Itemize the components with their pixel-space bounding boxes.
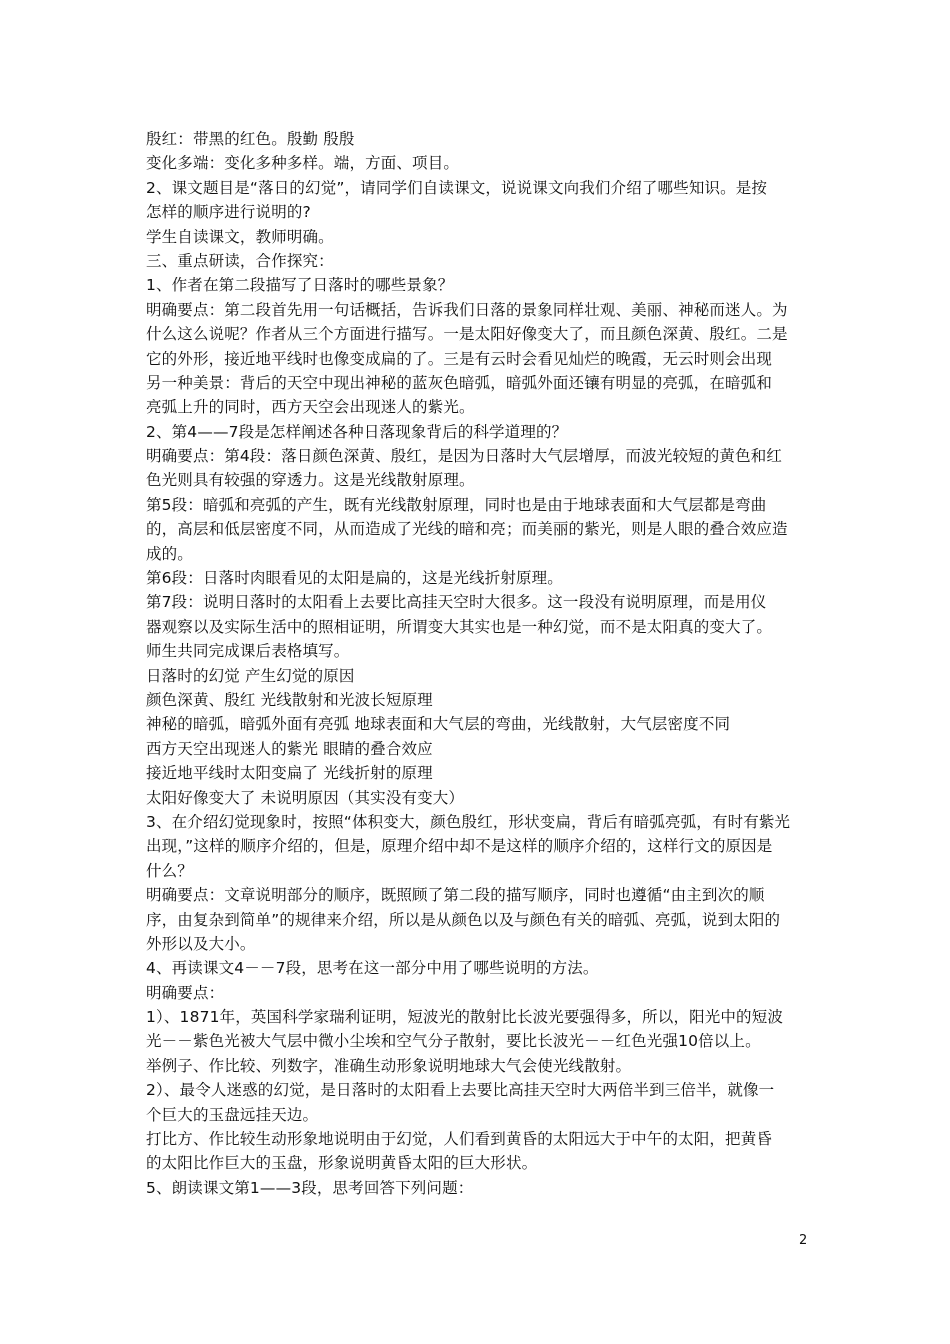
text-line: 举例子、作比较、列数字，准确生动形象说明地球大气会使光线散射。 (146, 1056, 632, 1075)
text-line: 的，高层和低层密度不同，从而造成了光线的暗和亮；而美丽的紫光，则是人眼的叠合效应造 (146, 520, 788, 539)
table-row: 神秘的暗弧，暗弧外面有亮弧 地球表面和大气层的弯曲，光线散射，大气层密度不同 (146, 715, 731, 734)
text-line: 2、课文题目是“落日的幻觉”，请同学们自读课文，说说课文向我们介绍了哪些知识。是按 (146, 178, 768, 197)
text-line: 1）、1871年，英国科学家瑞利证明，短波光的散射比长波光要强得多，所以，阳光中的短波 (146, 1008, 784, 1027)
text-line: 亮弧上升的同时，西方天空会出现迷人的紫光。 (146, 398, 475, 417)
question-line: 5、朗读课文第1——3段，思考回答下列问题： (146, 1178, 474, 1197)
text-line: 打比方、作比较生动形象地说明由于幻觉，人们看到黄昏的太阳远大于中午的太阳，把黄昏 (146, 1130, 773, 1149)
text-line: 光－－紫色光被大气层中微小尘埃和空气分子散射，要比长波光－－红色光强10倍以上。 (146, 1032, 761, 1051)
table-row: 颜色深黄、殷红 光线散射和光波长短原理 (146, 690, 433, 709)
text-line: 第7段：说明日落时的太阳看上去要比高挂天空时大很多。这一段没有说明原理，而是用仪 (146, 593, 767, 612)
table-row: 西方天空出现迷人的紫光 眼睛的叠合效应 (146, 739, 433, 758)
text-line: 第5段：暗弧和亮弧的产生，既有光线散射原理，同时也是由于地球表面和大气层都是弯曲 (146, 495, 767, 514)
text-line: 怎样的顺序进行说明的? (146, 203, 311, 222)
section-heading: 三、重点研读，合作探究： (146, 251, 334, 270)
text-line: 殷红：带黑的红色。殷勤 殷殷 (146, 130, 355, 148)
text-line: 师生共同完成课后表格填写。 (146, 642, 350, 661)
question-line: 3、在介绍幻觉现象时，按照“体积变大，颜色殷红，形状变扁，背后有暗弧亮弧，有时有紫光 (146, 812, 791, 831)
text-line: 什么这么说呢？作者从三个方面进行描写。一是太阳好像变大了，而且颜色深黄、殷红。二是 (146, 325, 788, 344)
document-body (146, 127, 821, 1200)
question-line: 4、再读课文4－－7段，思考在这一部分中用了哪些说明的方法。 (146, 959, 599, 978)
text-line: 的太阳比作巨大的玉盘，形象说明黄昏太阳的巨大形状。 (146, 1154, 538, 1173)
text-line: 成的。 (146, 544, 193, 563)
text-line: 明确要点： (146, 983, 225, 1002)
text-line: 明确要点：文章说明部分的顺序，既照顾了第二段的描写顺序，同时也遵循“由主到次的顺 (146, 886, 765, 905)
text-line: 变化多端：变化多种多样。端，方面、项目。 (146, 154, 460, 173)
text-line: 学生自读课文，教师明确。 (146, 227, 334, 246)
text-line: 个巨大的玉盘远挂天边。 (146, 1105, 319, 1124)
text-line: 外形以及大小。 (146, 934, 256, 953)
text-line: 第6段：日落时肉眼看见的太阳是扁的，这是光线折射原理。 (146, 569, 563, 588)
text-line: 序，由复杂到简单”的规律来介绍，所以是从颜色以及与颜色有关的暗弧、亮弧，说到太阳的 (146, 910, 781, 929)
table-row: 太阳好像变大了 未说明原因（其实没有变大） (146, 788, 465, 807)
text-line: 什么？ (146, 861, 193, 880)
text-line: 它的外形，接近地平线时也像变成扁的了。三是有云时会看见灿烂的晚霞，无云时则会出现 (146, 349, 773, 368)
text-line: 器观察以及实际生活中的照相证明，所谓变大其实也是一种幻觉，而不是太阳真的变大了。 (146, 617, 773, 636)
question-line: 1、作者在第二段描写了日落时的哪些景象？ (146, 276, 454, 295)
text-line: 2）、最令人迷惑的幻觉，是日落时的太阳看上去要比高挂天空时大两倍半到三倍半，就像一 (146, 1081, 775, 1100)
text-line: 出现，”这样的顺序介绍的，但是，原理介绍中却不是这样的顺序介绍的，这样行文的原因是 (146, 837, 773, 856)
text-line: 色光则具有较强的穿透力。这是光线散射原理。 (146, 471, 475, 490)
table-row: 日落时的幻觉 产生幻觉的原因 (146, 666, 355, 685)
question-line: 2、第4——7段是怎样阐述各种日落现象背后的科学道理的？ (146, 422, 568, 441)
text-line: 明确要点：第二段首先用一句话概括，告诉我们日落的景象同样壮观、美丽、神秘而迷人。为 (146, 300, 788, 319)
text-line: 明确要点：第4段：落日颜色深黄、殷红，是因为日落时大气层增厚，而波光较短的黄色和红 (146, 447, 783, 466)
text-line: 另一种美景：背后的天空中现出神秘的蓝灰色暗弧，暗弧外面还镶有明显的亮弧，在暗弧和 (146, 373, 773, 392)
table-row: 接近地平线时太阳变扁了 光线折射的原理 (146, 764, 433, 783)
page-number: 2 (799, 1233, 808, 1248)
